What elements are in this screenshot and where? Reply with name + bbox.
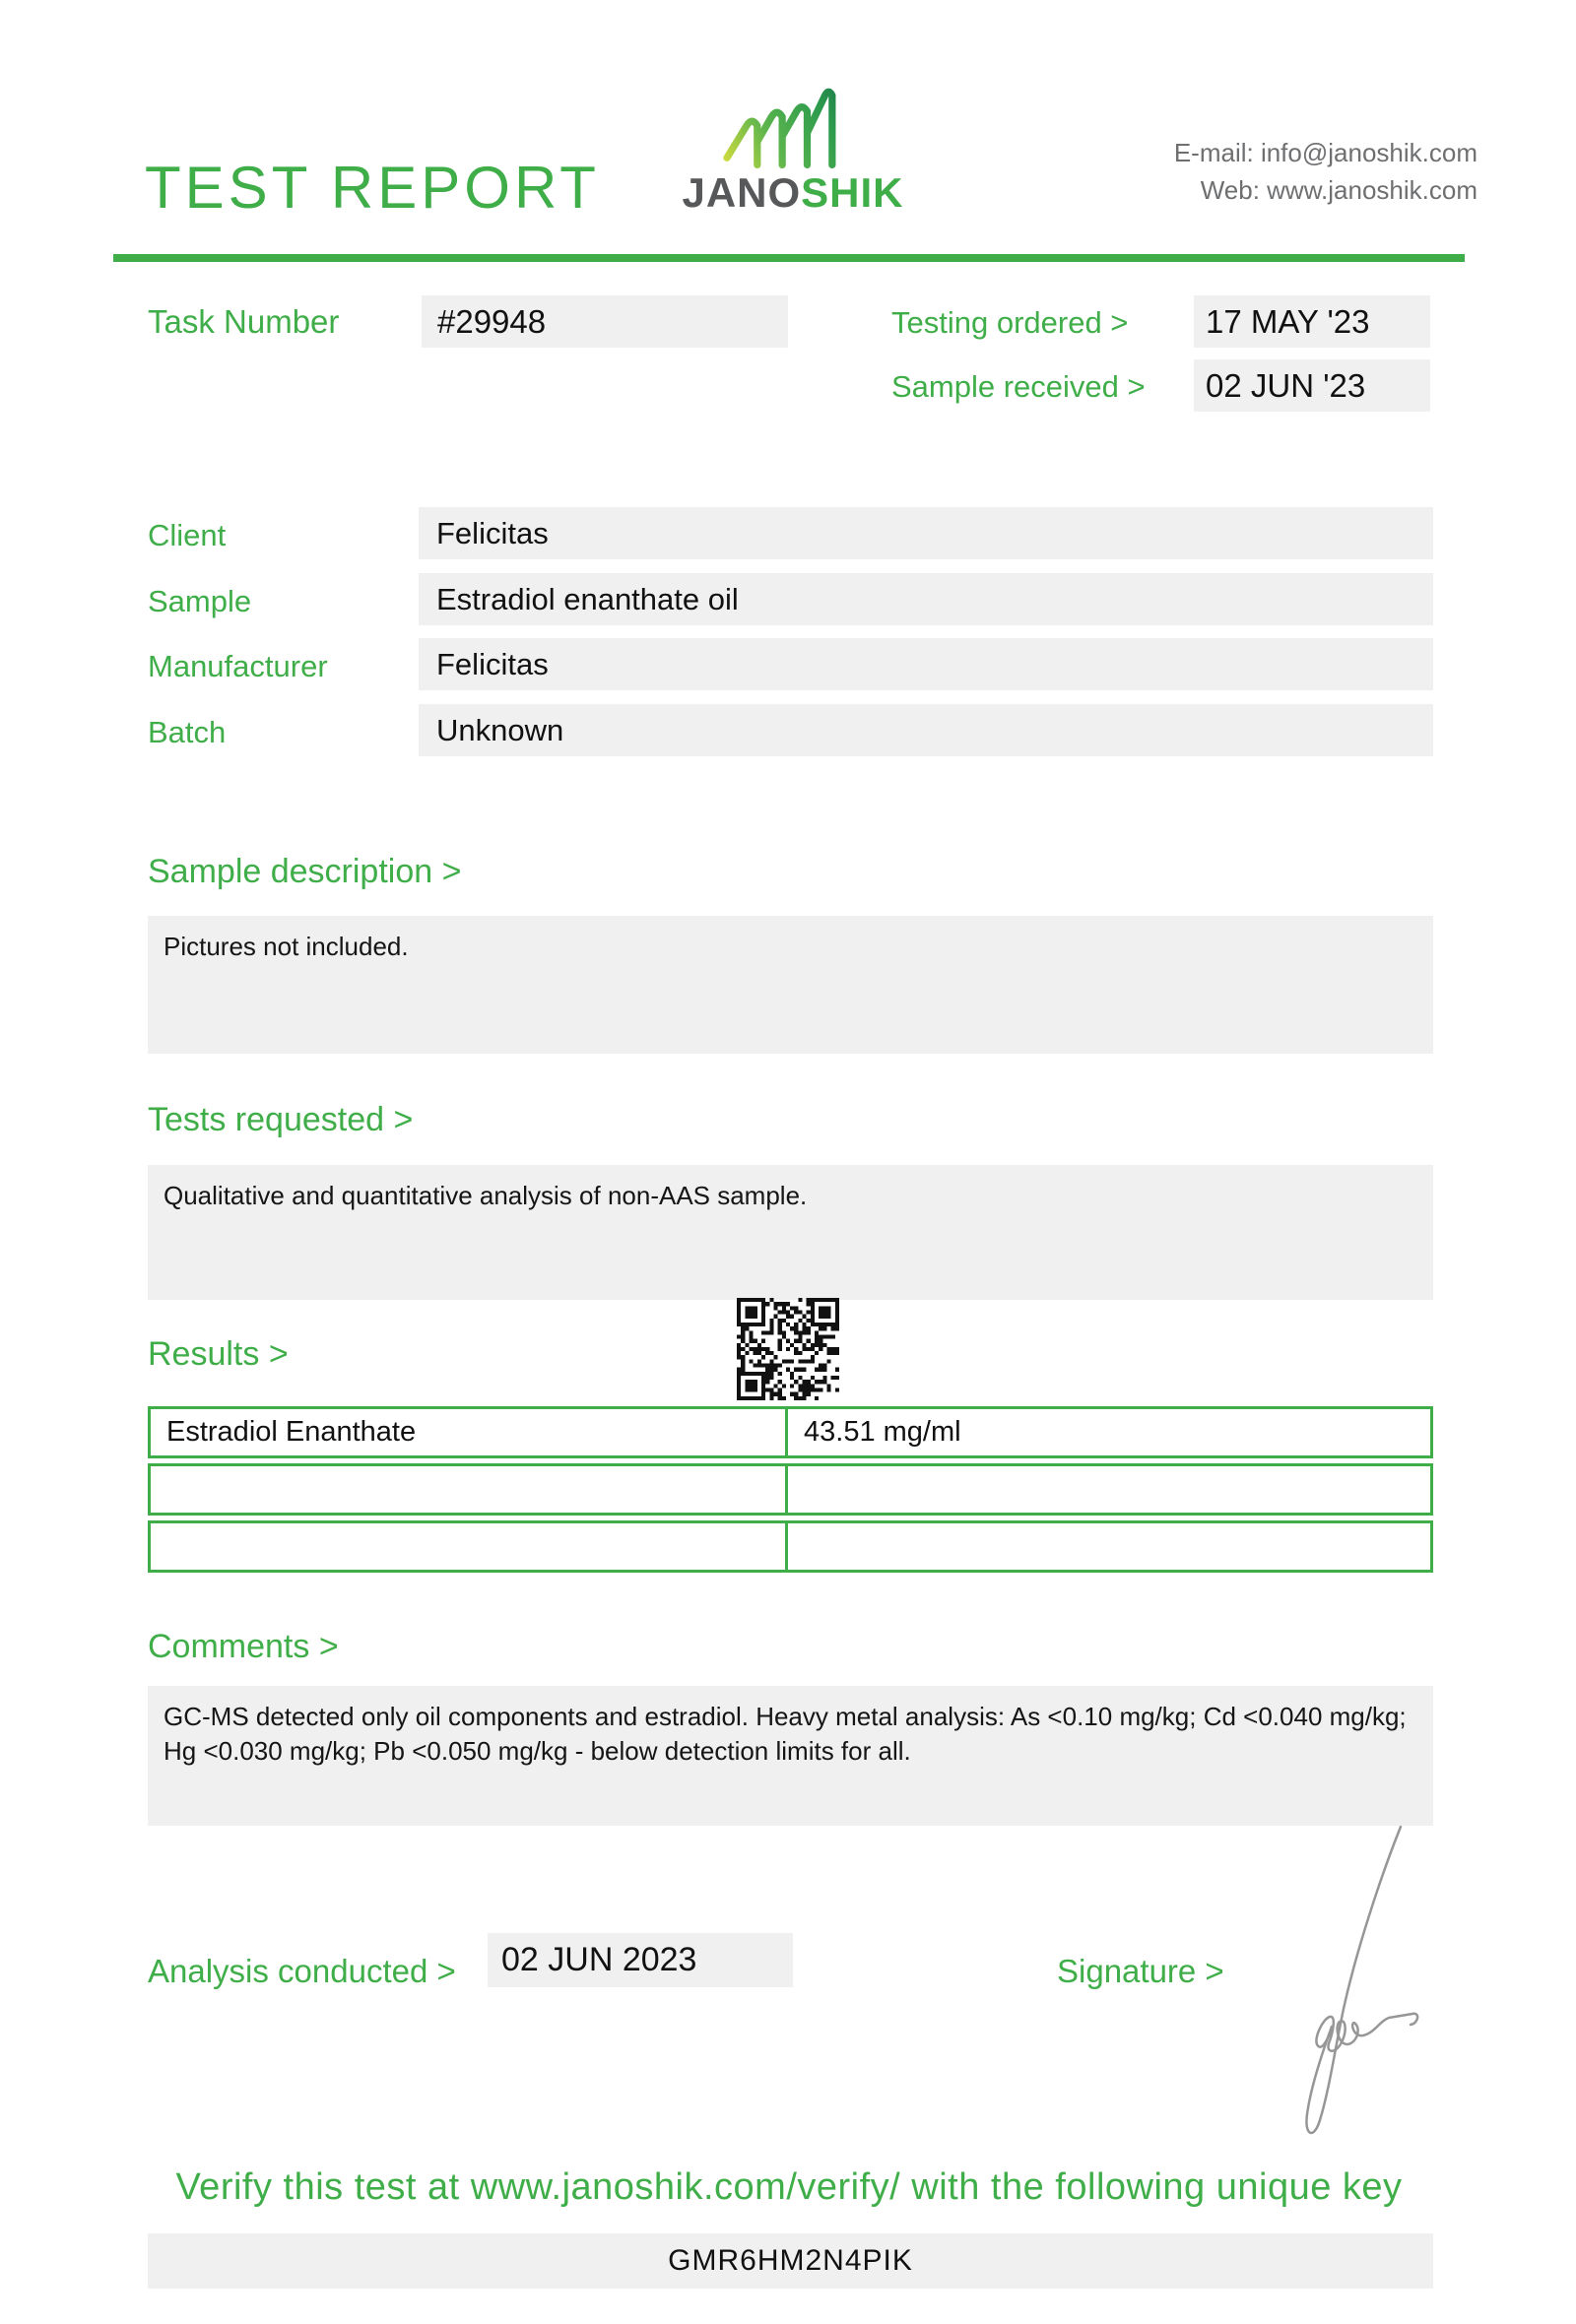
logo-text-shik: SHIK (801, 169, 904, 216)
sample-received-value: 02 JUN '23 (1194, 359, 1430, 412)
signature-label: Signature > (1057, 1953, 1224, 1989)
results-table (148, 1406, 1433, 1578)
sample-label: Sample (148, 584, 252, 618)
sample-received-label: Sample received > (891, 369, 1146, 404)
logo-wordmark (680, 169, 906, 217)
qr-code (737, 1298, 839, 1400)
result-value-cell (788, 1520, 1433, 1573)
comments-box: GC-MS detected only oil components and estradiol. Heavy metal analysis: As <0.10 mg/kg; Cd <0.040 mg/kg; Hg <0.030 mg/kg; Pb <0.050 mg/kg - below detection limits for all. (148, 1686, 1433, 1826)
result-value-cell (788, 1463, 1433, 1516)
sample-value: Estradiol enanthate oil (419, 573, 1433, 625)
analysis-conducted-value: 02 JUN 2023 (488, 1933, 793, 1987)
comments-heading: Comments > (148, 1628, 339, 1665)
sample-description-box: Pictures not included. (148, 916, 1433, 1054)
sample-description-heading: Sample description > (148, 853, 462, 890)
table-row (148, 1520, 1433, 1573)
manufacturer-value: Felicitas (419, 638, 1433, 690)
table-row (148, 1463, 1433, 1516)
result-analyte-cell (148, 1463, 788, 1516)
verify-instruction: Verify this test at www.janoshik.com/verify/ with the following unique key (175, 2166, 1403, 2208)
results-heading: Results > (148, 1335, 289, 1373)
logo-chart-icon (719, 85, 867, 169)
batch-value: Unknown (419, 704, 1433, 756)
contact-web: Web: www.janoshik.com (1200, 175, 1478, 205)
page-title: TEST REPORT (145, 155, 600, 221)
tests-requested-box: Qualitative and quantitative analysis of non-AAS sample. (148, 1165, 1433, 1300)
testing-ordered-label: Testing ordered > (891, 305, 1129, 340)
manufacturer-label: Manufacturer (148, 649, 328, 683)
task-number-value: #29948 (422, 295, 788, 348)
result-analyte-cell: Estradiol Enanthate (148, 1406, 788, 1458)
contact-email: E-mail: info@janoshik.com (1173, 138, 1478, 167)
result-value-cell: 43.51 mg/ml (788, 1406, 1433, 1458)
unique-key-value: GMR6HM2N4PIK (148, 2233, 1433, 2289)
batch-label: Batch (148, 715, 227, 749)
signature-image (1280, 1817, 1448, 2142)
logo-text-jano: JANO (682, 169, 802, 216)
contact-info (1174, 134, 1478, 209)
janoshik-logo (680, 85, 906, 217)
analysis-conducted-label: Analysis conducted > (148, 1953, 456, 1989)
header-divider (113, 254, 1465, 262)
task-number-label: Task Number (148, 303, 340, 340)
table-row (148, 1406, 1433, 1458)
client-value: Felicitas (419, 507, 1433, 559)
result-analyte-cell (148, 1520, 788, 1573)
tests-requested-heading: Tests requested > (148, 1101, 414, 1138)
testing-ordered-value: 17 MAY '23 (1194, 295, 1430, 348)
client-label: Client (148, 518, 227, 552)
